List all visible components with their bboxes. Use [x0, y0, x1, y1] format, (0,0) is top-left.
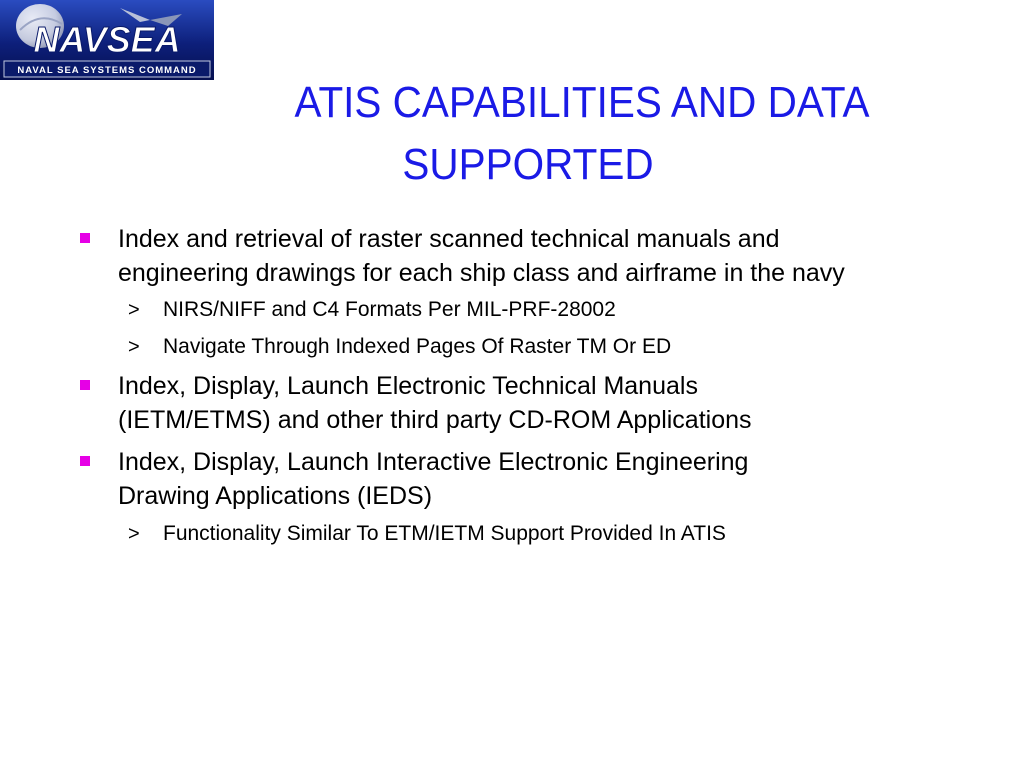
bullet-text-line: Index, Display, Launch Electronic Technical Manuals [118, 372, 698, 400]
sub-bullet-item [128, 332, 988, 362]
sub-bullet-item [128, 295, 988, 325]
logo-tagline: NAVAL SEA SYSTEMS COMMAND [17, 65, 197, 76]
square-bullet-icon [80, 233, 90, 243]
sub-bullet-text: NIRS/NIFF and C4 Formats Per MIL-PRF-28002 [163, 298, 616, 321]
sub-bullet-text: Functionality Similar To ETM/IETM Support Provided In ATIS [163, 522, 726, 545]
bullet-text-line: engineering drawings for each ship class and airframe in the navy [118, 259, 845, 287]
sub-bullet-text: Navigate Through Indexed Pages Of Raster TM Or ED [163, 335, 672, 358]
slide-title-line-1: ATIS CAPABILITIES AND DATA [294, 78, 870, 127]
bullet-text-line: Index, Display, Launch Interactive Electronic Engineering [118, 448, 749, 476]
logo-wordmark: NAVSEA [33, 19, 181, 60]
chevron-right-icon: > [128, 299, 140, 321]
chevron-right-icon: > [128, 523, 140, 545]
sub-bullet-item [128, 519, 988, 549]
bullet-text-line: (IETM/ETMS) and other third party CD-ROM Applications [118, 406, 752, 434]
bullet-text-line: Drawing Applications (IEDS) [118, 482, 433, 510]
square-bullet-icon [80, 456, 90, 466]
chevron-right-icon: > [128, 336, 140, 358]
slide-title-line-2: SUPPORTED [402, 140, 654, 189]
bullet-text-line: Index and retrieval of raster scanned technical manuals and [118, 225, 780, 253]
square-bullet-icon [80, 380, 90, 390]
